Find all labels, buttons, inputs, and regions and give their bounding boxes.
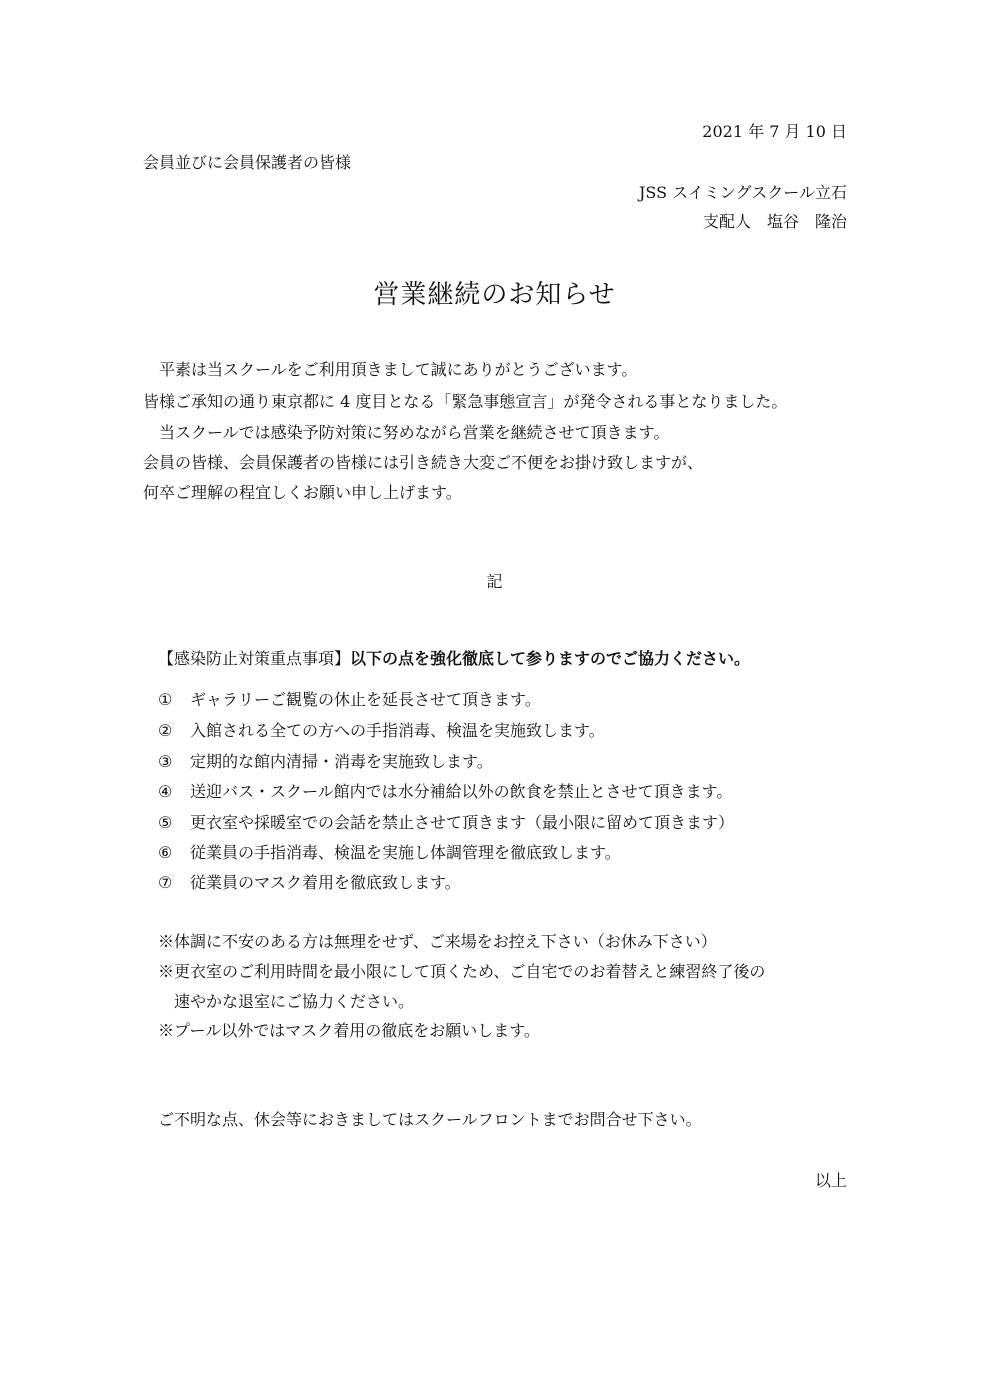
measure-number: ② xyxy=(158,721,173,740)
measure-item xyxy=(158,692,541,708)
note-line: ※プール以外ではマスク着用の徹底をお願いします。 xyxy=(158,1021,540,1040)
intro-line: 皆様ご承知の通り東京都に 4 度目となる「緊急事態宣言」が発令される事となりました。 xyxy=(143,392,788,411)
measure-item xyxy=(158,845,621,861)
measure-number: ⑤ xyxy=(158,813,173,832)
contact-note: ご不明な点、休会等におきましてはスクールフロントまでお問合せ下さい。 xyxy=(158,1110,702,1129)
ki-marker: 記 xyxy=(486,572,503,591)
intro-line: 当スクールでは感染予防対策に努めながら営業を継続させて頂きます。 xyxy=(143,423,670,442)
measure-item xyxy=(158,754,493,770)
measure-text: 更衣室や採暖室での会話を禁止させて頂きます（最小限に留めて頂きます） xyxy=(190,813,735,832)
measure-text: 従業員の手指消毒、検温を実施し体調管理を徹底致します。 xyxy=(190,843,621,862)
page-title: 営業継続のお知らせ xyxy=(373,280,616,310)
note-line: ※更衣室のご利用時間を最小限にして頂くため、ご自宅でのお着替えと練習終了後の xyxy=(158,962,766,981)
intro-line: 何卒ご理解の程宜しくお願い申し上げます。 xyxy=(143,483,462,502)
sender-manager: 支配人 塩谷 隆治 xyxy=(702,212,847,231)
measures-heading-label: 【感染防止対策重点事項】 xyxy=(158,649,351,668)
measure-number: ③ xyxy=(158,752,173,771)
measure-number: ⑥ xyxy=(158,843,173,862)
measure-text: 定期的な館内清掃・消毒を実施致します。 xyxy=(190,752,493,771)
intro-line: 平素は当スクールをご利用頂きまして誠にありがとうございます。 xyxy=(143,360,638,379)
document-date: 2021 年 7 月 10 日 xyxy=(702,122,847,141)
measure-item xyxy=(158,815,734,831)
recipient-line: 会員並びに会員保護者の皆様 xyxy=(143,153,352,172)
measure-text: 入館される全ての方への手指消毒、検温を実施致します。 xyxy=(190,721,605,740)
measures-heading xyxy=(158,651,750,667)
sender-organization: JSS スイミングスクール立石 xyxy=(638,183,847,202)
measure-text: ギャラリーご観覧の休止を延長させて頂きます。 xyxy=(190,690,541,709)
measure-text: 送迎バス・スクール館内では水分補給以外の飲食を禁止とさせて頂きます。 xyxy=(190,782,733,801)
measure-item xyxy=(158,784,732,800)
measure-number: ⑦ xyxy=(158,873,173,892)
closing-mark: 以上 xyxy=(814,1171,847,1190)
measures-heading-text: 以下の点を強化徹底して参りますのでご協力ください。 xyxy=(350,649,751,668)
measure-text: 従業員のマスク着用を徹底致します。 xyxy=(190,873,461,892)
note-line: 速やかな退室にご協力ください。 xyxy=(158,992,415,1011)
measure-item xyxy=(158,723,605,739)
measure-number: ① xyxy=(158,690,173,709)
note-line: ※体調に不安のある方は無理をせず、ご来場をお控え下さい（お休み下さい） xyxy=(158,932,717,951)
measure-number: ④ xyxy=(158,782,173,801)
intro-line: 会員の皆様、会員保護者の皆様には引き続き大変ご不便をお掛け致しますが、 xyxy=(143,453,704,472)
measure-item xyxy=(158,875,461,891)
